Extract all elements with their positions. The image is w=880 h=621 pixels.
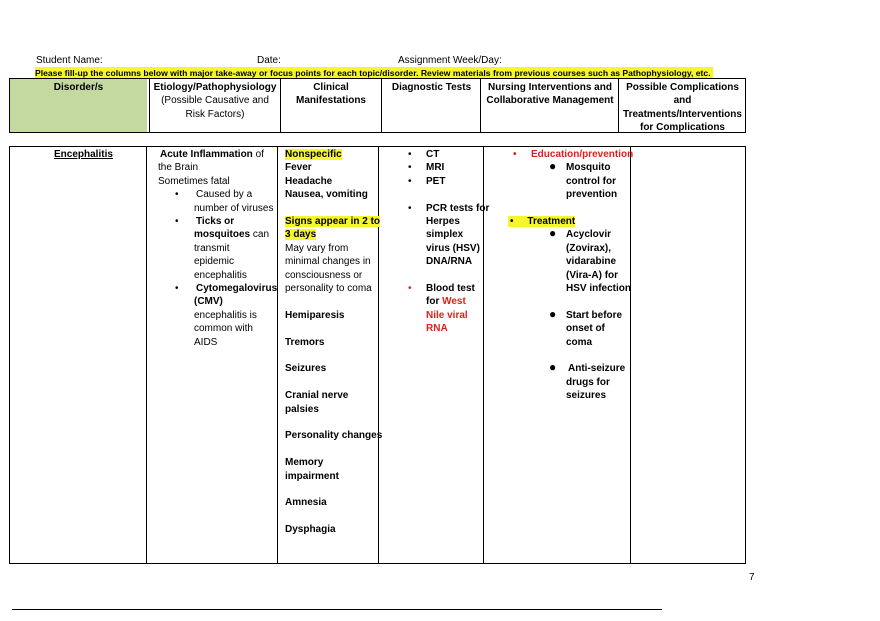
header-complications [619,79,746,132]
instruction-text: Please fill-up the columns below with major take-away or focus points for each topic/disorder. Review materials from previous courses such as Pathophysiology, etc. [35,68,711,78]
header-complications-l1: Possible Complications [626,82,739,93]
nursing-line: onset of [566,323,605,335]
header-clinical-l1: Clinical [313,82,349,93]
diagnostic-test: • PET [408,175,446,187]
clinical-signs: 3 days [285,229,317,241]
clinical-signs: Signs appear in 2 to [285,216,381,228]
header-etiology [150,79,280,132]
divider [630,147,631,563]
header-clinical [281,79,381,132]
etiology-line: mosquitoes can [194,229,270,241]
clinical-cranial: palsies [285,403,319,415]
etiology-bullet-cmv: • Cytomegalovirus [175,283,278,295]
etiology-line: number of viruses [194,202,274,214]
clinical-dysphagia: Dysphagia [285,524,336,536]
clinical-symptom: Headache [285,175,333,187]
etiology-line: epidemic [194,256,235,268]
nursing-line: (Zovirax), [566,242,612,254]
nursing-line: (Vira-A) for [566,269,619,281]
diagnostic-blood: • Blood test [408,283,475,295]
diagnostic-test: • CT [408,149,440,160]
header-etiology-title: Etiology/Pathophysiology [153,82,277,93]
clinical-symptom: Nausea, vomiting [285,189,368,201]
header-nursing-l2: Collaborative Management [486,95,614,107]
diagnostic-line: virus (HSV) [426,242,480,254]
nursing-line: coma [566,336,593,348]
clinical-symptom: Fever [285,162,312,174]
nursing-line: seizures [566,390,607,402]
etiology-title: Acute Inflammation of [160,149,264,160]
diagnostic-line: DNA/RNA [426,256,473,268]
etiology-line: encephalitis is [194,309,257,321]
nursing-antiseizure: ● Anti-seizure [549,360,626,375]
assignment-label: Assignment Week/Day: [398,55,502,66]
clinical-memory: Memory [285,457,324,469]
clinical-cranial: Cranial nerve [285,390,349,402]
diagnostic-pcr: • PCR tests for [408,202,490,214]
date-label: Date: [257,55,281,66]
nursing-education: • Education/prevention [513,149,634,160]
disorder-name: Encephalitis [54,149,113,160]
divider [146,147,147,563]
clinical-line: May vary from [285,242,349,254]
header-etiology-sub1: (Possible Causative and [161,95,269,107]
etiology-line: transmit [194,242,230,254]
nursing-acyclovir: ● Acyclovir [549,226,612,241]
header-diagnostic: Diagnostic Tests [391,82,472,93]
page-number: 7 [749,572,755,583]
header-complications-l3: Treatments/Interventions [623,108,742,120]
student-name-label: Student Name: [36,55,103,66]
clinical-cell [280,148,383,537]
diagnostic-line: simplex [426,229,464,241]
column-header-table [9,78,746,133]
clinical-personality: Personality changes [285,430,383,442]
diagnostic-line: Herpes [426,216,460,228]
nursing-line: control for [566,175,616,187]
etiology-bullet-viruses: • Caused by a [175,189,253,201]
diagnostic-cell [381,148,490,336]
disorder-cell [54,148,113,161]
nursing-cell [486,148,634,403]
clinical-line: consciousness or [285,269,363,281]
content-table [9,146,746,564]
header-nursing-l1: Nursing Interventions and [488,82,612,93]
diagnostic-line: for West [426,296,466,308]
diagnostic-line: RNA [426,323,448,335]
header-etiology-sub2: Risk Factors) [185,108,245,120]
nursing-start: ● Start before [549,306,623,321]
header-disorder: Disorder/s [10,79,147,132]
header-complications-l4: for Complications [639,122,725,134]
header-nursing [481,79,619,132]
etiology-cell [158,148,278,349]
clinical-nonspecific: Nonspecific [285,149,342,160]
nursing-mosquito: ● Mosquito [549,159,611,174]
etiology-line: encephalitis [194,269,247,281]
etiology-line: (CMV) [194,296,223,308]
footer-rule [12,609,662,610]
clinical-line: personality to coma [285,283,372,295]
nursing-line: prevention [566,189,618,201]
clinical-tremors: Tremors [285,336,325,348]
header-clinical-l2: Manifestations [295,95,366,107]
etiology-bullet-ticks: • Ticks or [175,216,235,228]
etiology-line: common with [194,323,253,335]
clinical-memory: impairment [285,470,339,482]
nursing-line: drugs for [566,376,610,388]
nursing-line: vidarabine [566,256,617,268]
clinical-amnesia: Amnesia [285,497,327,509]
clinical-line: minimal changes in [285,256,371,268]
clinical-seizures: Seizures [285,363,327,375]
diagnostic-test: • MRI [408,162,445,174]
diagnostic-line: Nile viral [426,309,468,321]
etiology-line: the Brain [158,162,199,174]
clinical-hemiparesis: Hemiparesis [285,309,345,321]
header-complications-l2: and [673,95,692,107]
etiology-line: Sometimes fatal [158,175,230,187]
nursing-line: HSV infection [566,283,632,295]
nursing-treatment: • Treatment [510,216,576,228]
etiology-line: AIDS [194,336,218,348]
